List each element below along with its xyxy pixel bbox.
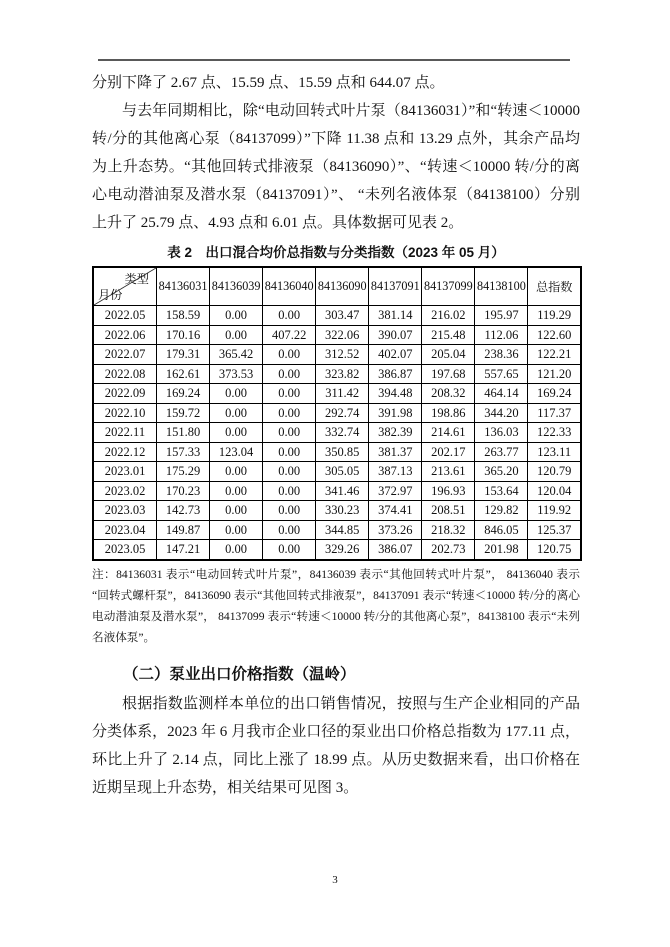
value-cell: 0.00 [263,345,316,365]
table-header-row [93,267,581,306]
value-cell: 0.00 [210,325,263,345]
section-heading: （二）泵业出口价格指数（温岭） [123,665,356,683]
value-cell: 341.46 [316,481,369,501]
value-cell: 216.02 [422,306,475,326]
value-cell: 169.24 [157,384,210,404]
value-cell: 136.03 [475,423,528,443]
table-row [93,423,581,443]
month-cell: 2022.05 [93,306,157,326]
table-row [93,325,581,345]
value-cell: 195.97 [475,306,528,326]
value-cell: 0.00 [210,481,263,501]
value-cell: 330.23 [316,501,369,521]
month-cell: 2023.05 [93,540,157,560]
table-row [93,442,581,462]
value-cell: 0.00 [263,501,316,521]
value-cell: 374.41 [369,501,422,521]
value-cell: 344.20 [475,403,528,423]
value-cell: 121.20 [528,364,581,384]
value-cell: 373.26 [369,520,422,540]
value-cell: 303.47 [316,306,369,326]
month-cell: 2022.11 [93,423,157,443]
month-cell: 2022.12 [93,442,157,462]
table-body [93,306,581,560]
value-cell: 123.04 [210,442,263,462]
page-content [92,69,580,802]
month-cell: 2022.06 [93,325,157,345]
value-cell: 238.36 [475,345,528,365]
table-row [93,540,581,560]
paragraph-continuation: 分别下降了 2.67 点、15.59 点、15.59 点和 644.07 点。 [92,75,445,91]
value-cell: 312.52 [316,345,369,365]
value-cell: 196.93 [422,481,475,501]
table-row [93,462,581,482]
column-header: 84136090 [316,267,369,306]
value-cell: 305.05 [316,462,369,482]
value-cell: 201.98 [475,540,528,560]
value-cell: 373.53 [210,364,263,384]
month-cell: 2022.08 [93,364,157,384]
value-cell: 0.00 [263,364,316,384]
table-title: 表 2 出口混合均价总指数与分类指数（2023 年 05 月） [167,245,505,260]
month-cell: 2022.07 [93,345,157,365]
table-head [93,267,581,306]
value-cell: 208.51 [422,501,475,521]
month-cell: 2023.04 [93,520,157,540]
value-cell: 122.21 [528,345,581,365]
value-cell: 0.00 [210,501,263,521]
value-cell: 391.98 [369,403,422,423]
value-cell: 0.00 [210,540,263,560]
value-cell: 0.00 [263,423,316,443]
month-cell: 2023.03 [93,501,157,521]
value-cell: 0.00 [263,384,316,404]
corner-label-month: 月份 [98,288,123,302]
value-cell: 120.75 [528,540,581,560]
value-cell: 0.00 [210,306,263,326]
table-row [93,364,581,384]
value-cell: 197.68 [422,364,475,384]
paragraph-yoy-comparison: 与去年同期相比，除“电动回转式叶片泵（84136031）”和“转速＜10000 转/分的其他离心泵（84137099）”下降 11.38 点和 13.29 点外，其余产品均为上升态势。“其他回转式排液泵（84136090）”、“转速＜10000 转/分的离心电动潜油泵及潜水泵（84137091）”、 “未列名液体泵（84138100）分别上升了 25.79 点、4.93 点和 6.01 点。具体数据可见表 2。 [92,103,580,231]
value-cell: 119.29 [528,306,581,326]
value-cell: 170.16 [157,325,210,345]
value-cell: 202.73 [422,540,475,560]
value-cell: 162.61 [157,364,210,384]
value-cell: 382.39 [369,423,422,443]
value-cell: 159.72 [157,403,210,423]
value-cell: 0.00 [210,384,263,404]
value-cell: 153.64 [475,481,528,501]
column-header: 84136040 [263,267,316,306]
value-cell: 0.00 [210,423,263,443]
value-cell: 117.37 [528,403,581,423]
value-cell: 202.17 [422,442,475,462]
value-cell: 292.74 [316,403,369,423]
value-cell: 846.05 [475,520,528,540]
value-cell: 394.48 [369,384,422,404]
value-cell: 381.37 [369,442,422,462]
value-cell: 0.00 [263,520,316,540]
value-cell: 0.00 [263,442,316,462]
column-header: 84136031 [157,267,210,306]
table-row [93,345,581,365]
value-cell: 149.87 [157,520,210,540]
value-cell: 0.00 [263,540,316,560]
value-cell: 372.97 [369,481,422,501]
value-cell: 332.74 [316,423,369,443]
table-row [93,481,581,501]
month-cell: 2023.02 [93,481,157,501]
value-cell: 198.86 [422,403,475,423]
month-cell: 2023.01 [93,462,157,482]
value-cell: 122.33 [528,423,581,443]
value-cell: 158.59 [157,306,210,326]
value-cell: 323.82 [316,364,369,384]
value-cell: 557.65 [475,364,528,384]
value-cell: 350.85 [316,442,369,462]
value-cell: 120.79 [528,462,581,482]
value-cell: 122.60 [528,325,581,345]
value-cell: 0.00 [263,403,316,423]
value-cell: 215.48 [422,325,475,345]
value-cell: 365.42 [210,345,263,365]
value-cell: 157.33 [157,442,210,462]
value-cell: 151.80 [157,423,210,443]
value-cell: 147.21 [157,540,210,560]
table-row [93,384,581,404]
value-cell: 0.00 [210,462,263,482]
value-cell: 344.85 [316,520,369,540]
value-cell: 381.14 [369,306,422,326]
value-cell: 175.29 [157,462,210,482]
value-cell: 311.42 [316,384,369,404]
value-cell: 0.00 [263,462,316,482]
table-row [93,520,581,540]
value-cell: 218.32 [422,520,475,540]
value-cell: 208.32 [422,384,475,404]
page-number: 3 [332,874,338,886]
value-cell: 213.61 [422,462,475,482]
month-cell: 2022.10 [93,403,157,423]
value-cell: 214.61 [422,423,475,443]
table-row [93,501,581,521]
value-cell: 263.77 [475,442,528,462]
value-cell: 365.20 [475,462,528,482]
column-header: 84137099 [422,267,475,306]
column-header: 总指数 [528,267,581,306]
table-note: 注：84136031 表示“电动回转式叶片泵”，84136039 表示“其他回转式叶片泵”， 84136040 表示“回转式螺杆泵”，84136090 表示“其他回转式排液泵”，84137091 表示“转速＜10000 转/分的离心电动潜油泵及潜水泵”， 84137099 表示“转速＜10000 转/分的其他离心泵”，84138100 表示“未列名液体泵”。 [92,567,580,644]
value-cell: 112.06 [475,325,528,345]
value-cell: 402.07 [369,345,422,365]
value-cell: 390.07 [369,325,422,345]
value-cell: 322.06 [316,325,369,345]
value-cell: 123.11 [528,442,581,462]
value-cell: 0.00 [210,520,263,540]
value-cell: 170.23 [157,481,210,501]
table-corner-cell [93,267,157,306]
column-header: 84138100 [475,267,528,306]
value-cell: 119.92 [528,501,581,521]
month-cell: 2022.09 [93,384,157,404]
header-rule [98,59,570,61]
value-cell: 120.04 [528,481,581,501]
value-cell: 464.14 [475,384,528,404]
column-header: 84136039 [210,267,263,306]
value-cell: 0.00 [263,481,316,501]
value-cell: 387.13 [369,462,422,482]
column-header: 84137091 [369,267,422,306]
value-cell: 169.24 [528,384,581,404]
value-cell: 179.31 [157,345,210,365]
value-cell: 329.26 [316,540,369,560]
export-index-table [92,266,582,561]
value-cell: 386.87 [369,364,422,384]
value-cell: 386.07 [369,540,422,560]
value-cell: 205.04 [422,345,475,365]
paragraph-export-price: 根据指数监测样本单位的出口销售情况，按照与生产企业相同的产品分类体系，2023 年 6 月我市企业口径的泵业出口价格总指数为 177.11 点，环比上升了 2.14 点，同比上涨了 18.99 点。从历史数据来看，出口价格在近期呈现上升态势，相关结果可见图 3。 [92,695,580,796]
table-row [93,403,581,423]
value-cell: 129.82 [475,501,528,521]
value-cell: 125.37 [528,520,581,540]
value-cell: 0.00 [210,403,263,423]
value-cell: 407.22 [263,325,316,345]
corner-label-type: 类型 [124,272,149,286]
value-cell: 0.00 [263,306,316,326]
table-row [93,306,581,326]
value-cell: 142.73 [157,501,210,521]
